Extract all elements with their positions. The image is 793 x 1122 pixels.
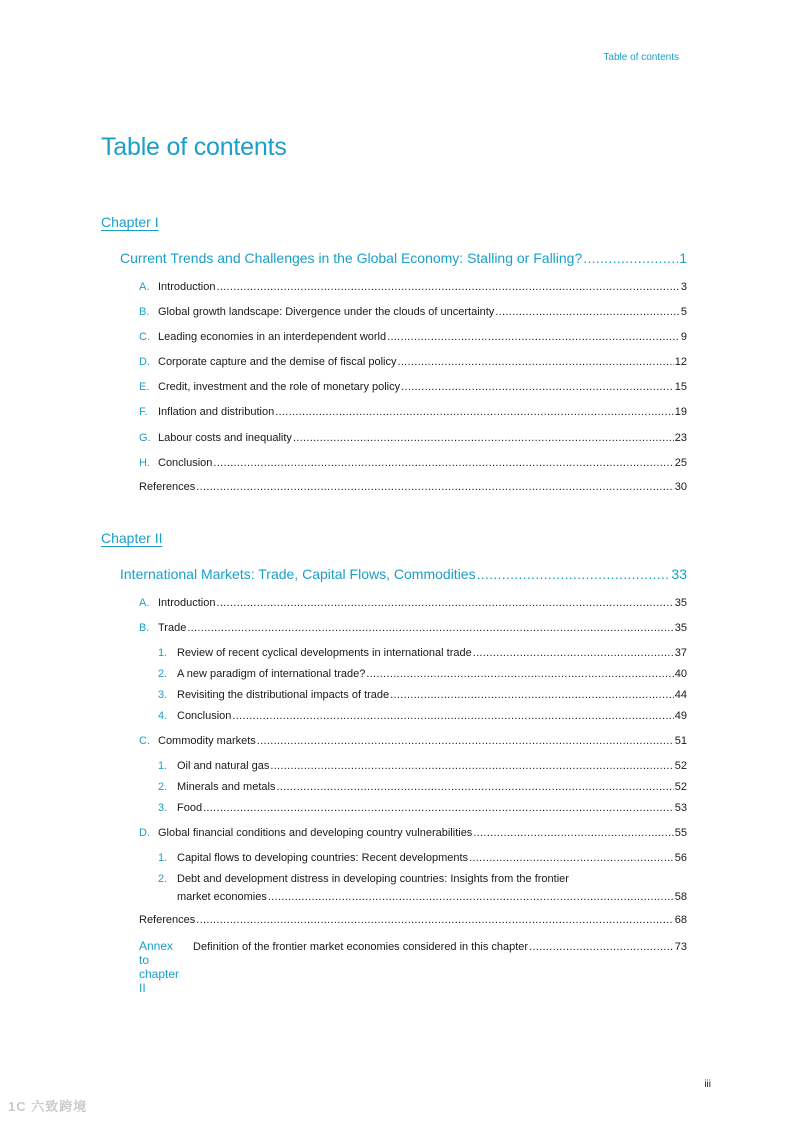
entry-title: References (139, 481, 196, 493)
entry-title: Credit, investment and the role of monetary policy (158, 381, 401, 393)
page-number: 15 (674, 381, 687, 393)
page-number: 53 (674, 802, 687, 814)
dot-leader (196, 914, 673, 926)
entry-number: 3. (158, 802, 168, 814)
page-number: 68 (674, 914, 687, 926)
page-number: 33 (671, 566, 687, 582)
dot-leader (270, 760, 673, 772)
watermark-logo: 1C 六致跨境 (8, 1099, 88, 1114)
entry-title: Trade (158, 622, 187, 634)
page-number: 73 (674, 941, 687, 953)
entry-title: Conclusion (158, 457, 213, 469)
entry-letter: A. (139, 281, 150, 293)
entry-title-line2: market economies (177, 891, 267, 903)
entry-title: Conclusion (177, 710, 232, 722)
page-number: 5 (680, 306, 687, 318)
entry-letter: C. (139, 331, 150, 343)
entry-title: Global financial conditions and developing country vulnerabilities (158, 827, 473, 839)
toc-entry[interactable] (139, 306, 687, 318)
toc-subentry-first-line[interactable] (158, 873, 569, 885)
entry-title: International Markets: Trade, Capital Flows, Commodities (120, 566, 476, 582)
page-number: 19 (674, 406, 687, 418)
entry-title: Review of recent cyclical developments in international trade (177, 647, 472, 659)
entry-letter: E. (139, 381, 150, 393)
page-number: 23 (674, 432, 687, 444)
entry-title: Inflation and distribution (158, 406, 275, 418)
entry-letter: G. (139, 432, 151, 444)
dot-leader (232, 710, 673, 722)
entry-title: References (139, 914, 196, 926)
toc-entry[interactable] (139, 281, 687, 293)
chapter-1-main-entry[interactable] (120, 250, 687, 266)
entry-number: 1. (158, 852, 168, 864)
entry-letter: H. (139, 457, 150, 469)
chapter-1-label[interactable]: Chapter I (101, 214, 159, 230)
entry-title: Corporate capture and the demise of fiscal policy (158, 356, 397, 368)
dot-leader (387, 331, 680, 343)
annex-entry[interactable] (139, 939, 687, 995)
toc-subentry[interactable] (158, 647, 687, 659)
dot-leader (203, 802, 674, 814)
dot-leader (293, 432, 674, 444)
entry-number: 1. (158, 760, 168, 772)
dot-leader (213, 457, 673, 469)
dot-leader (473, 647, 674, 659)
entry-letter: A. (139, 597, 150, 609)
toc-entry[interactable] (139, 827, 687, 839)
entry-title: Definition of the frontier market economies considered in this chapter (193, 941, 529, 953)
chapter-2-main-entry[interactable] (120, 566, 687, 582)
entry-letter: F. (139, 406, 148, 418)
toc-subentry[interactable] (158, 689, 687, 701)
entry-number: 2. (158, 668, 168, 680)
entry-title: A new paradigm of international trade? (177, 668, 366, 680)
toc-entry[interactable] (139, 406, 687, 418)
dot-leader (187, 622, 673, 634)
entry-letter: B. (139, 306, 150, 318)
page-number: 56 (674, 852, 687, 864)
page-number: 1 (679, 250, 687, 266)
dot-leader (473, 827, 673, 839)
entry-letter: C. (139, 735, 150, 747)
toc-entry[interactable] (139, 735, 687, 747)
entry-title-line1: Debt and development distress in developing countries: Insights from the frontier (177, 873, 569, 885)
toc-entry[interactable] (139, 331, 687, 343)
chapter-2-label[interactable]: Chapter II (101, 530, 163, 546)
page-number: 12 (674, 356, 687, 368)
entry-title: Food (177, 802, 203, 814)
page-number: 37 (674, 647, 687, 659)
dot-leader (469, 852, 674, 864)
dot-leader (397, 356, 673, 368)
dot-leader (275, 406, 674, 418)
entry-title: Introduction (158, 597, 216, 609)
toc-subentry-continuation[interactable] (177, 891, 687, 903)
dot-leader (583, 250, 678, 266)
page-number: 25 (674, 457, 687, 469)
entry-title: Introduction (158, 281, 216, 293)
page-number: 55 (674, 827, 687, 839)
page-number: 44 (674, 689, 687, 701)
entry-title: Leading economies in an interdependent world (158, 331, 387, 343)
entry-number: 4. (158, 710, 168, 722)
entry-letter: D. (139, 356, 150, 368)
dot-leader (216, 597, 673, 609)
page-number: 52 (674, 760, 687, 772)
entry-title: Minerals and metals (177, 781, 276, 793)
entry-letter: D. (139, 827, 150, 839)
page-number: 9 (680, 331, 687, 343)
dot-leader (401, 381, 674, 393)
dot-leader (268, 891, 674, 903)
entry-title: Global growth landscape: Divergence under the clouds of uncertainty (158, 306, 495, 318)
page-number: 58 (674, 891, 687, 903)
toc-entry[interactable] (139, 381, 687, 393)
toc-entry[interactable] (139, 356, 687, 368)
dot-leader (196, 481, 673, 493)
dot-leader (529, 941, 674, 953)
dot-leader (257, 735, 674, 747)
entry-number: 1. (158, 647, 168, 659)
page-number: 40 (674, 668, 687, 680)
page-number: 51 (674, 735, 687, 747)
page-number: 35 (674, 622, 687, 634)
toc-entry[interactable] (139, 597, 687, 609)
entry-letter: B. (139, 622, 150, 634)
toc-subentry[interactable] (158, 668, 687, 680)
dot-leader (366, 668, 673, 680)
annex-label: Annex to chapter II (139, 939, 180, 995)
entry-title: Oil and natural gas (177, 760, 270, 772)
references-entry[interactable] (139, 481, 687, 493)
entry-number: 2. (158, 781, 168, 793)
running-head: Table of contents (603, 52, 679, 63)
entry-number: 3. (158, 689, 168, 701)
dot-leader (495, 306, 680, 318)
page-folio: iii (704, 1079, 711, 1090)
entry-title: Revisiting the distributional impacts of trade (177, 689, 390, 701)
page-number: 49 (674, 710, 687, 722)
toc-subentry[interactable] (158, 781, 687, 793)
page-number: 35 (674, 597, 687, 609)
page-title: Table of contents (101, 133, 287, 161)
entry-title: Commodity markets (158, 735, 256, 747)
toc-entry[interactable] (139, 622, 687, 634)
dot-leader (276, 781, 673, 793)
dot-leader (390, 689, 674, 701)
entry-number: 2. (158, 873, 168, 885)
dot-leader (216, 281, 679, 293)
dot-leader (477, 566, 671, 582)
references-entry[interactable] (139, 914, 687, 926)
toc-subentry[interactable] (158, 710, 687, 722)
toc-subentry[interactable] (158, 760, 687, 772)
entry-title: Current Trends and Challenges in the Global Economy: Stalling or Falling? (120, 250, 583, 266)
page-number: 3 (680, 281, 687, 293)
toc-subentry[interactable] (158, 802, 687, 814)
toc-entry[interactable] (139, 457, 687, 469)
toc-subentry[interactable] (158, 852, 687, 864)
toc-entry[interactable] (139, 432, 687, 444)
entry-title: Labour costs and inequality (158, 432, 292, 444)
page-number: 30 (674, 481, 687, 493)
page-number: 52 (674, 781, 687, 793)
entry-title: Capital flows to developing countries: Recent developments (177, 852, 469, 864)
